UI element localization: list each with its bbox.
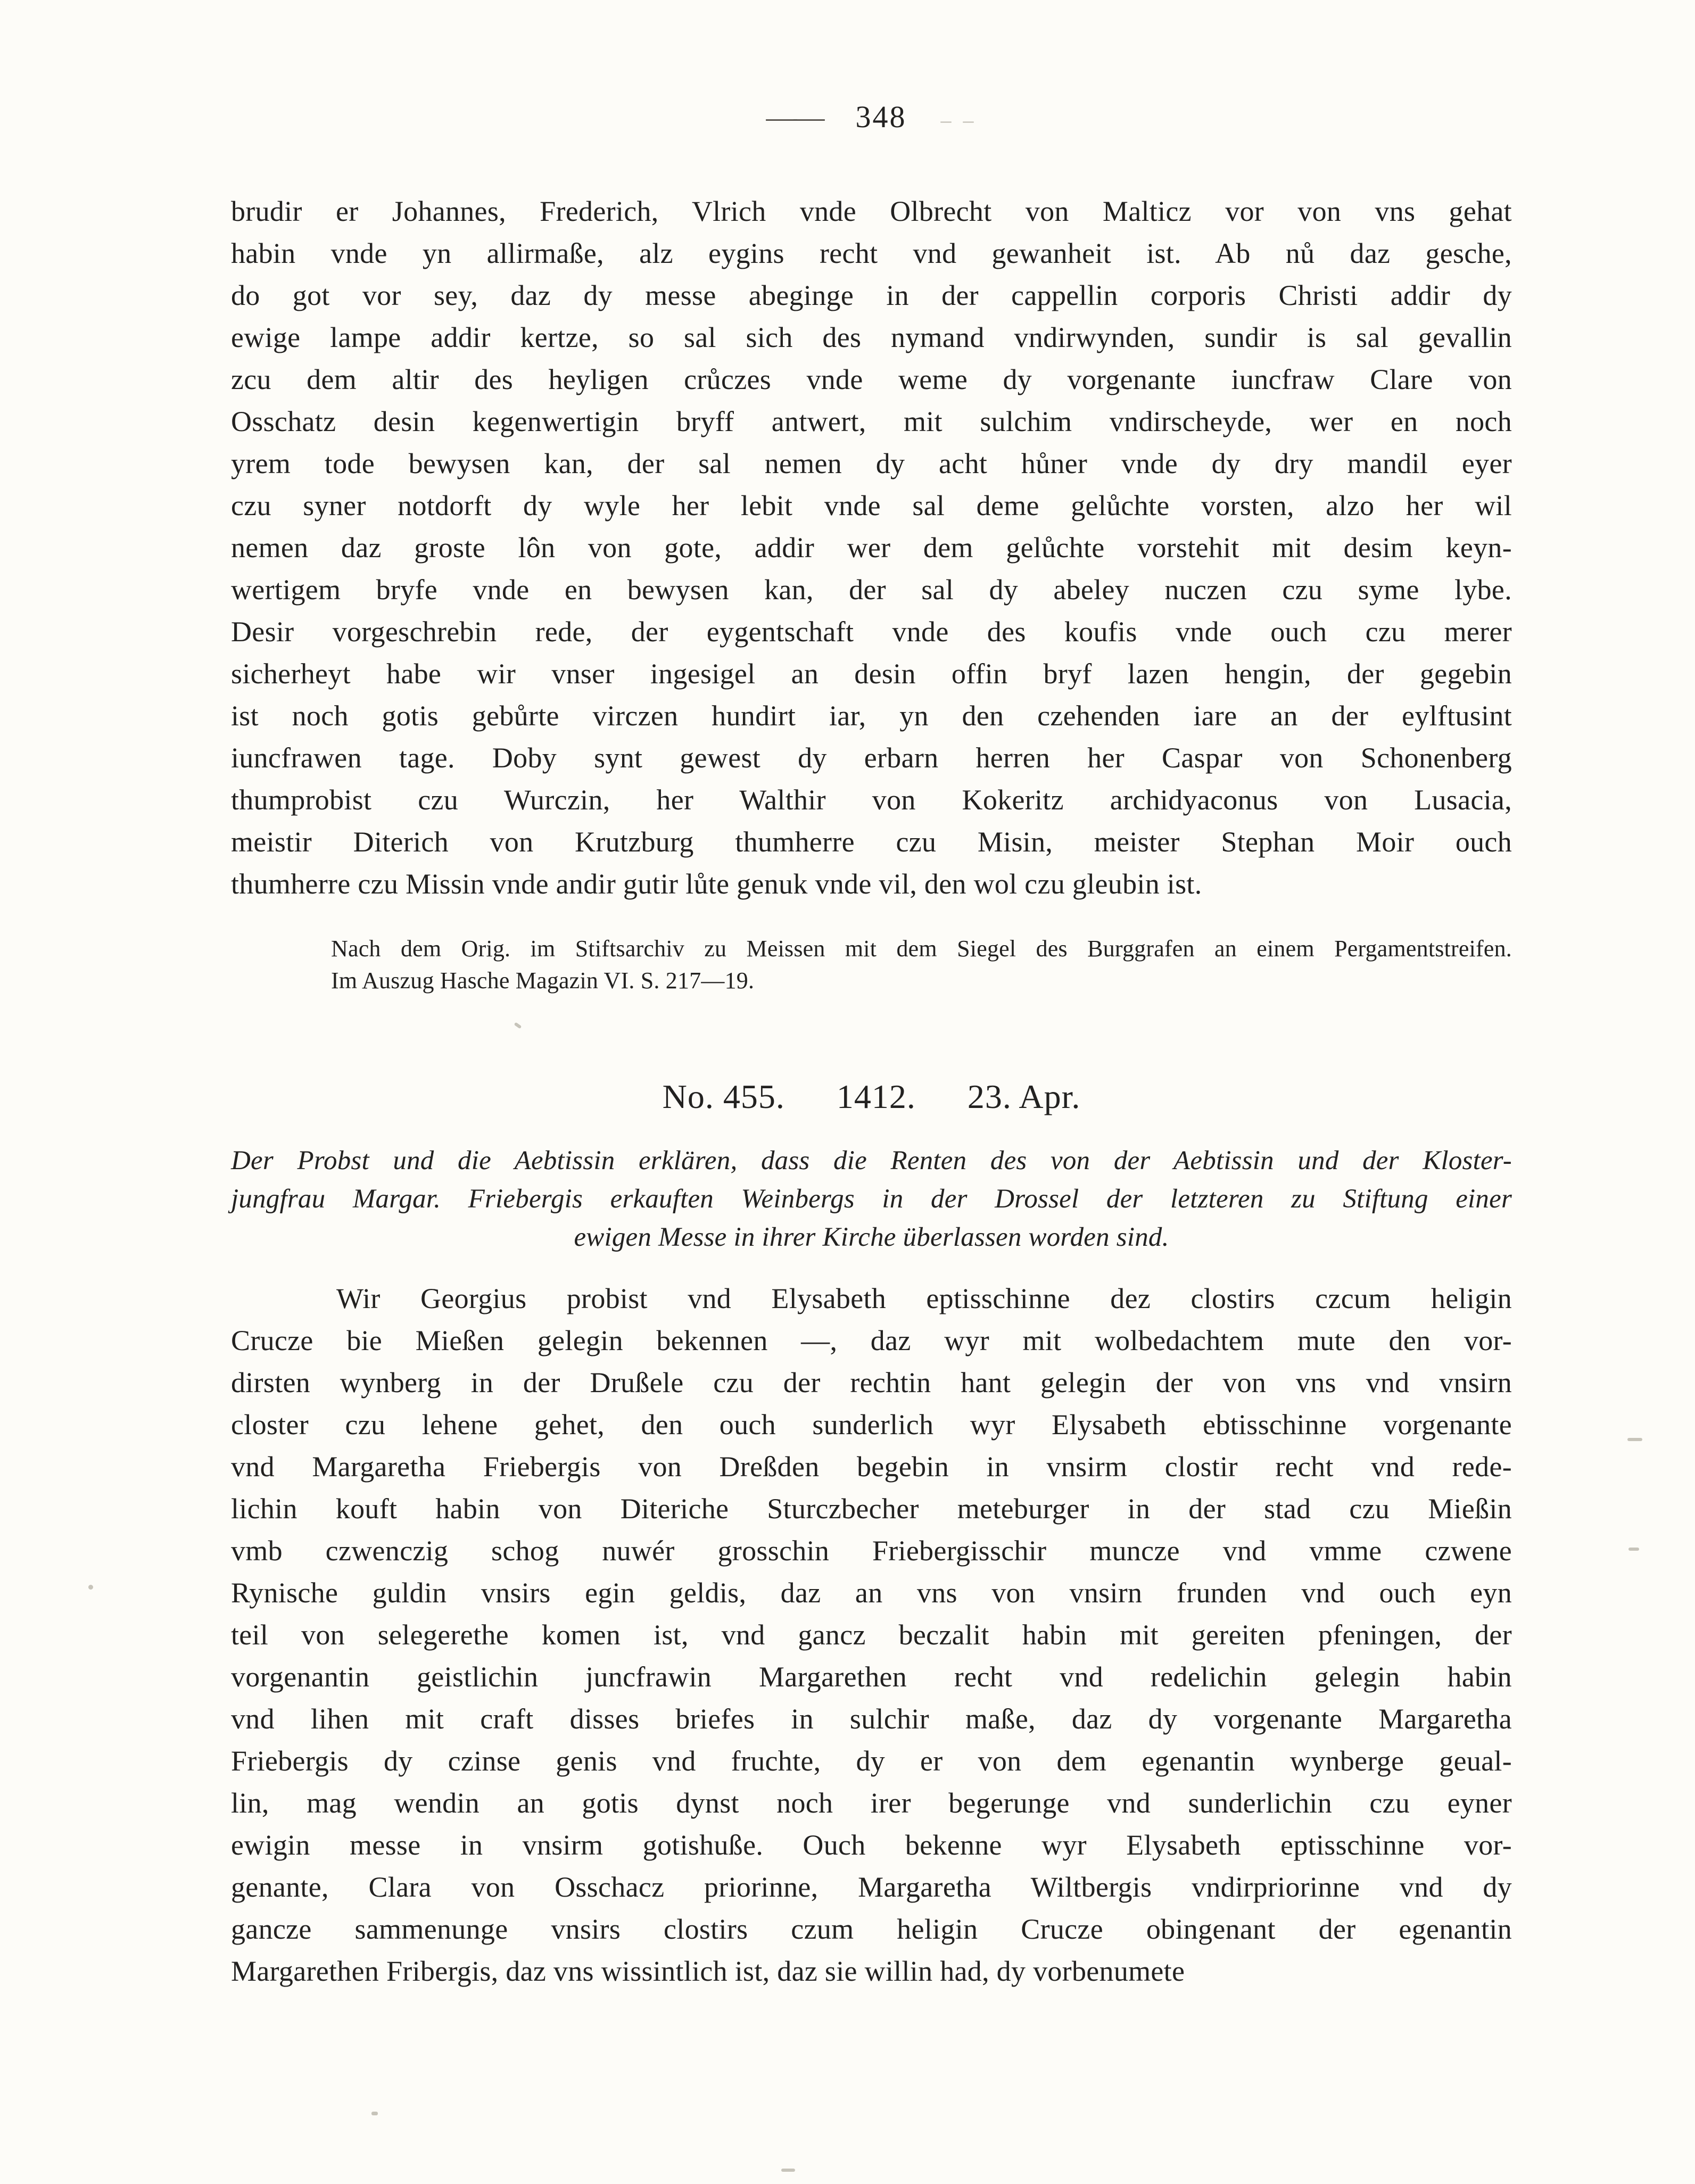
text-line: habin vnde yn allirmaße, alz eygins recht vnd gewanheit ist. Ab nů daz gesche, bbox=[231, 237, 1512, 269]
document-date: 23. Apr. bbox=[967, 1078, 1081, 1115]
text-line: czu syner notdorft dy wyle her lebit vnde sal deme gelůchte vorsten, alzo her wil bbox=[231, 490, 1512, 522]
text-line: thumherre czu Missin vnde andir gutir lůte genuk vnde vil, den wol czu gleubin ist. bbox=[231, 868, 1202, 900]
text-line: Friebergis dy czinse genis vnd fruchte, dy er von dem egenantin wynberge geual- bbox=[231, 1745, 1512, 1777]
text-line: vnd Margaretha Friebergis von Dreßden begebin in vnsirm clostir recht vnd rede- bbox=[231, 1451, 1512, 1483]
document-summary bbox=[231, 1141, 1512, 1256]
text-line: nemen daz groste lôn von gote, addir wer dem gelůchte vorstehit mit desim keyn- bbox=[231, 532, 1512, 564]
text-line: iuncfrawen tage. Doby synt gewest dy erbarn herren her Caspar von Schonenberg bbox=[231, 742, 1512, 774]
document-year: 1412. bbox=[836, 1078, 916, 1115]
text-line: do got vor sey, daz dy messe abeginge in der cappellin corporis Christi addir dy bbox=[231, 279, 1512, 311]
text-line: Im Auszug Hasche Magazin VI. S. 217—19. bbox=[331, 967, 755, 994]
text-line: meistir Diterich von Krutzburg thumherre czu Misin, meister Stephan Moir ouch bbox=[231, 826, 1512, 858]
text-line: ist noch gotis gebůrte virczen hundirt iar, yn den czehenden iare an der eylftusint bbox=[231, 700, 1512, 732]
text-line: teil von selegerethe komen ist, vnd gancz beczalit habin mit gereiten pfeningen, der bbox=[231, 1619, 1512, 1651]
scan-artifact bbox=[781, 2169, 795, 2172]
text-line: dirsten wynberg in der Drußele czu der rechtin hant gelegin der von vns vnd vnsirn bbox=[231, 1367, 1512, 1399]
text-line: Nach dem Orig. im Stiftsarchiv zu Meissen mit dem Siegel des Burggrafen an einem Pergamentstreifen. bbox=[331, 936, 1512, 962]
text-line: closter czu lehene gehet, den ouch sunderlich wyr Elysabeth ebtisschinne vorgenante bbox=[231, 1409, 1512, 1441]
page-number: 348 bbox=[855, 100, 907, 134]
text-line: zcu dem altir des heyligen crůczes vnde weme dy vorgenante iuncfraw Clare von bbox=[231, 363, 1512, 395]
document-455 bbox=[231, 1076, 1512, 1992]
text-line: Rynische guldin vnsirs egin geldis, daz an vns von vnsirn frunden vnd ouch eyn bbox=[231, 1577, 1512, 1609]
document-number: No. 455. bbox=[662, 1078, 785, 1115]
text-line: sicherheyt habe wir vnser ingesigel an desin offin bryf lazen hengin, der gegebin bbox=[231, 658, 1512, 690]
document-heading bbox=[231, 1076, 1512, 1118]
source-note bbox=[331, 933, 1512, 997]
text-line: ewigin messe in vnsirm gotishuße. Ouch bekenne wyr Elysabeth eptisschinne vor- bbox=[231, 1829, 1512, 1861]
text-line: gancze sammenunge vnsirs clostirs czum heligin Crucze obingenant der egenantin bbox=[231, 1913, 1512, 1945]
scan-artifact bbox=[371, 2112, 378, 2115]
pen-mark-right: – – bbox=[940, 108, 977, 132]
pen-mark-left: —— bbox=[766, 100, 822, 134]
document-455-body bbox=[231, 1278, 1512, 1992]
text-line: genante, Clara von Osschacz priorinne, Margaretha Wiltbergis vndirpriorinne vnd dy bbox=[231, 1871, 1512, 1903]
document-454-continuation bbox=[231, 191, 1512, 997]
scan-artifact bbox=[1627, 1438, 1642, 1441]
text-line: Desir vorgeschrebin rede, der eygentschaft vnde des koufis vnde ouch czu merer bbox=[231, 616, 1512, 648]
text-line: thumprobist czu Wurczin, her Walthir von Kokeritz archidyaconus von Lusacia, bbox=[231, 784, 1512, 816]
text-line: vnd lihen mit craft disses briefes in sulchir maße, daz dy vorgenante Margaretha bbox=[231, 1703, 1512, 1735]
text-line: vorgenantin geistlichin juncfrawin Margarethen recht vnd redelichin gelegin habin bbox=[231, 1661, 1512, 1693]
text-line: lichin kouft habin von Diteriche Sturczbecher meteburger in der stad czu Mießin bbox=[231, 1493, 1512, 1525]
text-line: Osschatz desin kegenwertigin bryff antwert, mit sulchim vndirscheyde, wer en noch bbox=[231, 406, 1512, 437]
text-line: wertigem bryfe vnde en bewysen kan, der sal dy abeley nuczen czu syme lybe. bbox=[231, 574, 1512, 606]
text-line: brudir er Johannes, Frederich, Vlrich vnde Olbrecht von Malticz vor von vns gehat bbox=[231, 195, 1512, 227]
text-line: lin, mag wendin an gotis dynst noch irer begerunge vnd sunderlichin czu eyner bbox=[231, 1787, 1512, 1819]
scan-artifact bbox=[1628, 1548, 1639, 1551]
scan-artifact bbox=[88, 1585, 93, 1590]
text-line: Der Probst und die Aebtissin erklären, dass die Renten des von der Aebtissin und der Kloster- bbox=[231, 1146, 1512, 1176]
text-line: Crucze bie Mießen gelegin bekennen —, daz wyr mit wolbedachtem mute den vor- bbox=[231, 1325, 1512, 1356]
scan-artifact bbox=[514, 1022, 522, 1029]
text-line: yrem tode bewysen kan, der sal nemen dy acht hůner vnde dy dry mandil eyer bbox=[231, 448, 1512, 479]
text-line: ewige lampe addir kertze, so sal sich des nymand vndirwynden, sundir is sal gevallin bbox=[231, 321, 1512, 353]
text-line: vmb czwenczig schog nuwér grosschin Friebergisschir muncze vnd vmme czwene bbox=[231, 1535, 1512, 1567]
text-line: Wir Georgius probist vnd Elysabeth eptisschinne dez clostirs czcum heligin bbox=[336, 1283, 1512, 1314]
page-header bbox=[231, 96, 1512, 138]
text-line: ewigen Messe in ihrer Kirche überlassen worden sind. bbox=[574, 1222, 1169, 1252]
text-line: jungfrau Margar. Friebergis erkauften Weinbergs in der Drossel der letzteren zu Stiftung einer bbox=[231, 1184, 1512, 1214]
document-454-body bbox=[231, 191, 1512, 905]
text-line: Margarethen Fribergis, daz vns wissintlich ist, daz sie willin had, dy vorbenumete bbox=[231, 1955, 1185, 1987]
